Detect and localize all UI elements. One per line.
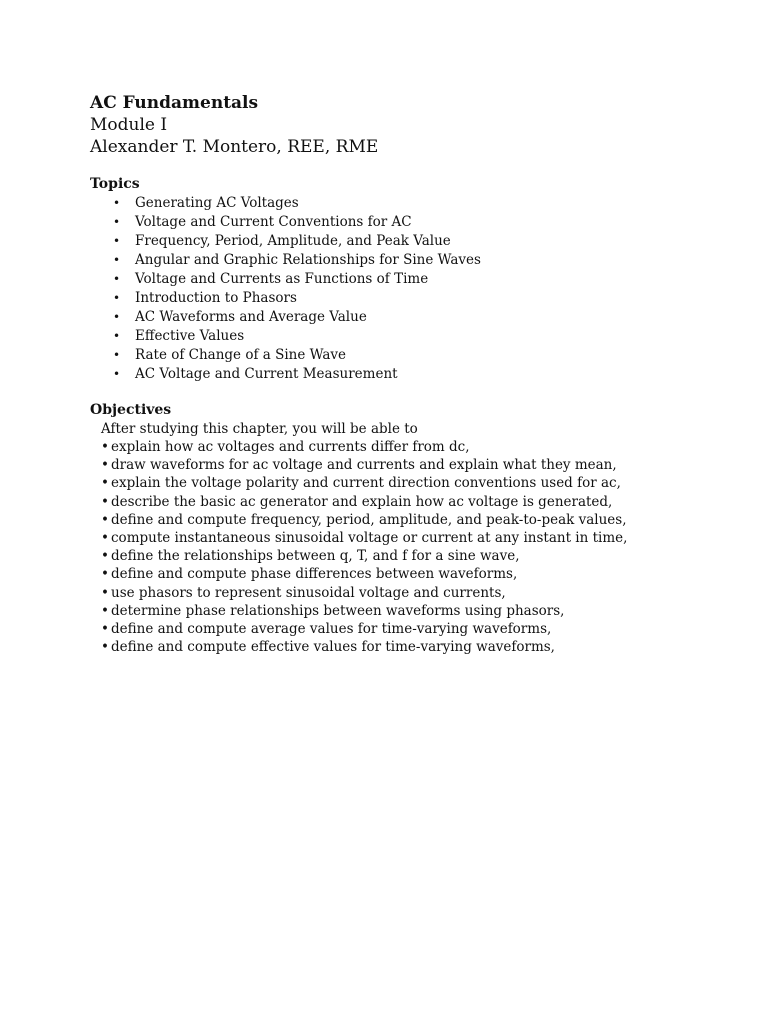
bullet-icon: • — [101, 620, 109, 637]
objective-text: draw waveforms for ac voltage and currents and explain what they mean, — [111, 457, 617, 474]
bullet-icon: • — [113, 196, 121, 210]
objective-text: define and compute effective values for time-varying waveforms, — [111, 639, 555, 656]
bullet-icon: • — [113, 272, 121, 286]
objective-item — [101, 438, 627, 456]
topic-text: Frequency, Period, Amplitude, and Peak Value — [135, 233, 451, 249]
topic-text: Rate of Change of a Sine Wave — [135, 347, 346, 363]
objective-text: explain the voltage polarity and current direction conventions used for ac, — [111, 475, 621, 492]
objective-text: define and compute phase differences between waveforms, — [111, 566, 518, 583]
topic-text: Angular and Graphic Relationships for Sine Waves — [135, 252, 481, 268]
topic-text: Introduction to Phasors — [135, 290, 297, 306]
objective-text: use phasors to represent sinusoidal voltage and currents, — [111, 584, 506, 601]
bullet-icon: • — [113, 329, 121, 343]
bullet-icon: • — [113, 310, 121, 324]
bullet-icon: • — [101, 511, 109, 528]
topic-text: AC Voltage and Current Measurement — [135, 366, 398, 382]
bullet-icon: • — [101, 548, 109, 565]
topic-text: Voltage and Currents as Functions of Time — [135, 271, 429, 287]
objectives-intro: After studying this chapter, you will be able to — [101, 421, 418, 437]
objective-text: define and compute frequency, period, amplitude, and peak-to-peak values, — [111, 511, 627, 528]
bullet-icon: • — [101, 457, 109, 474]
objective-item — [101, 565, 627, 583]
document-title: AC Fundamentals — [90, 93, 259, 113]
module-label: Module I — [90, 115, 168, 135]
topic-text: Effective Values — [135, 328, 245, 344]
bullet-icon: • — [113, 348, 121, 362]
objective-item — [101, 638, 627, 656]
objective-item — [101, 493, 627, 511]
bullet-icon: • — [113, 367, 121, 381]
objective-item — [101, 456, 627, 474]
objective-text: explain how ac voltages and currents differ from dc, — [111, 439, 470, 455]
bullet-icon: • — [101, 566, 109, 583]
bullet-icon: • — [101, 439, 109, 455]
objectives-list — [101, 438, 627, 656]
bullet-icon: • — [113, 253, 121, 267]
topic-text: Voltage and Current Conventions for AC — [135, 214, 412, 230]
bullet-icon: • — [101, 493, 109, 510]
objective-item — [101, 529, 627, 547]
objective-item — [101, 547, 627, 565]
bullet-icon: • — [113, 215, 121, 229]
bullet-icon: • — [101, 602, 109, 619]
bullet-icon: • — [101, 529, 109, 546]
topic-text: AC Waveforms and Average Value — [135, 309, 367, 325]
author-line: Alexander T. Montero, REE, RME — [90, 137, 379, 157]
objective-item — [101, 511, 627, 529]
objective-text: describe the basic ac generator and explain how ac voltage is generated, — [111, 493, 613, 510]
objectives-heading: Objectives — [90, 402, 172, 418]
bullet-icon: • — [113, 234, 121, 248]
objective-item — [101, 620, 627, 638]
objective-text: determine phase relationships between waveforms using phasors, — [111, 602, 565, 619]
bullet-icon: • — [113, 291, 121, 305]
topic-text: Generating AC Voltages — [135, 195, 299, 211]
bullet-icon: • — [101, 584, 109, 601]
objective-text: compute instantaneous sinusoidal voltage or current at any instant in time, — [111, 529, 628, 546]
topics-heading: Topics — [90, 176, 140, 192]
objective-item — [101, 474, 627, 492]
bullet-icon: • — [101, 639, 109, 656]
bullet-icon: • — [101, 475, 109, 492]
objective-item — [101, 602, 627, 620]
objective-text: define the relationships between q, T, and f for a sine wave, — [111, 548, 520, 565]
objective-text: define and compute average values for time-varying waveforms, — [111, 620, 552, 637]
objective-item — [101, 584, 627, 602]
